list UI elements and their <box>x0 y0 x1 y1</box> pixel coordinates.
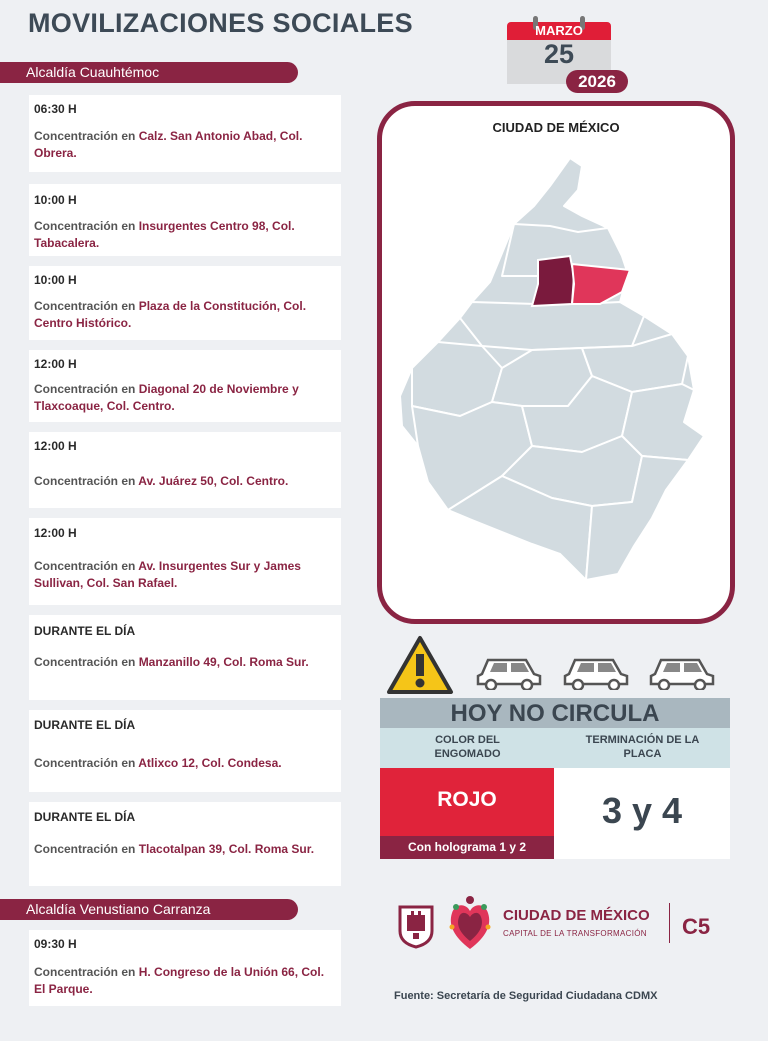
event-time: 12:00 H <box>34 357 77 371</box>
event-card <box>29 930 341 1006</box>
event-card <box>29 350 341 422</box>
event-description: Concentración en Calz. San Antonio Abad, Col. Obrera. <box>34 129 303 160</box>
event-card <box>29 266 341 340</box>
event-description: Concentración en Insurgentes Centro 98, Col. Tabacalera. <box>34 219 295 250</box>
event-card <box>29 95 341 172</box>
event-description: Concentración en Atlixco 12, Col. Condesa. <box>34 756 282 770</box>
page-title: MOVILIZACIONES SOCIALES <box>28 8 413 38</box>
event-card <box>29 802 341 886</box>
calendar-year: 2026 <box>566 70 628 93</box>
calendar-day: 25 <box>543 39 575 69</box>
event-description: Concentración en Tlacotalpan 39, Col. Roma Sur. <box>34 842 315 856</box>
event-card <box>29 184 341 256</box>
engomado-color: ROJO <box>437 788 497 811</box>
alcaldia-header-cuauhtemoc: Alcaldía Cuauhtémoc <box>0 62 298 83</box>
event-time: 12:00 H <box>34 526 77 540</box>
event-card <box>29 615 341 700</box>
map-panel <box>377 101 735 624</box>
map-region-cuauhtemoc <box>532 256 574 306</box>
hoy-no-circula-banner <box>380 698 730 728</box>
brand-divider <box>669 903 670 943</box>
event-description: Concentración en Plaza de la Constitución, Col. Centro Histórico. <box>34 299 307 330</box>
event-description: Concentración en Manzanillo 49, Col. Roma Sur. <box>34 655 309 669</box>
event-time: DURANTE EL DÍA <box>34 718 136 732</box>
placa-header: TERMINACIÓN DE LA PLACA <box>585 734 700 760</box>
map-region <box>460 302 644 350</box>
calendar-month: MARZO <box>535 23 583 38</box>
event-description: Concentración en Av. Juárez 50, Col. Centro. <box>34 474 289 488</box>
brand-subtitle: CAPITAL DE LA TRANSFORMACIÓN <box>503 929 647 938</box>
brand-name: CIUDAD DE MÉXICO <box>503 907 650 924</box>
car-icon <box>561 652 631 690</box>
hoy-no-circula-headers <box>380 728 730 768</box>
event-time: DURANTE EL DÍA <box>34 624 136 638</box>
event-time: 10:00 H <box>34 193 77 207</box>
map-title: CIUDAD DE MÉXICO <box>492 120 620 135</box>
event-time: 12:00 H <box>34 439 77 453</box>
event-description: Concentración en Diagonal 20 de Noviembre y Tlaxcoaque, Col. Centro. <box>34 382 299 413</box>
event-time: 06:30 H <box>34 102 77 116</box>
event-time: 10:00 H <box>34 273 77 287</box>
placa-terminacion: 3 y 4 <box>601 790 683 831</box>
hoy-no-circula-title: HOY NO CIRCULA <box>450 700 660 727</box>
event-description: Concentración en Av. Insurgentes Sur y James Sullivan, Col. San Rafael. <box>34 559 301 590</box>
event-card <box>29 710 341 792</box>
event-card <box>29 432 341 508</box>
car-icon <box>474 652 544 690</box>
warning-icon <box>385 634 455 696</box>
c5-logo: C5 <box>682 914 711 939</box>
event-time: DURANTE EL DÍA <box>34 810 136 824</box>
event-time: 09:30 H <box>34 937 77 951</box>
source-credit: Fuente: Secretaría de Seguridad Ciudadana CDMX <box>394 990 658 1002</box>
alcaldia-header-venustiano-carranza: Alcaldía Venustiano Carranza <box>0 899 298 920</box>
heart-logo-icon <box>446 893 494 953</box>
event-card <box>29 518 341 605</box>
engomado-header: COLOR DEL ENGOMADO <box>434 734 501 760</box>
car-icon <box>647 652 717 690</box>
event-description: Concentración en H. Congreso de la Unión 66, Col. El Parque. <box>34 965 325 996</box>
cdmx-map <box>382 106 730 619</box>
hologram-note: Con holograma 1 y 2 <box>380 836 554 859</box>
cdmx-shield-icon <box>396 903 436 949</box>
